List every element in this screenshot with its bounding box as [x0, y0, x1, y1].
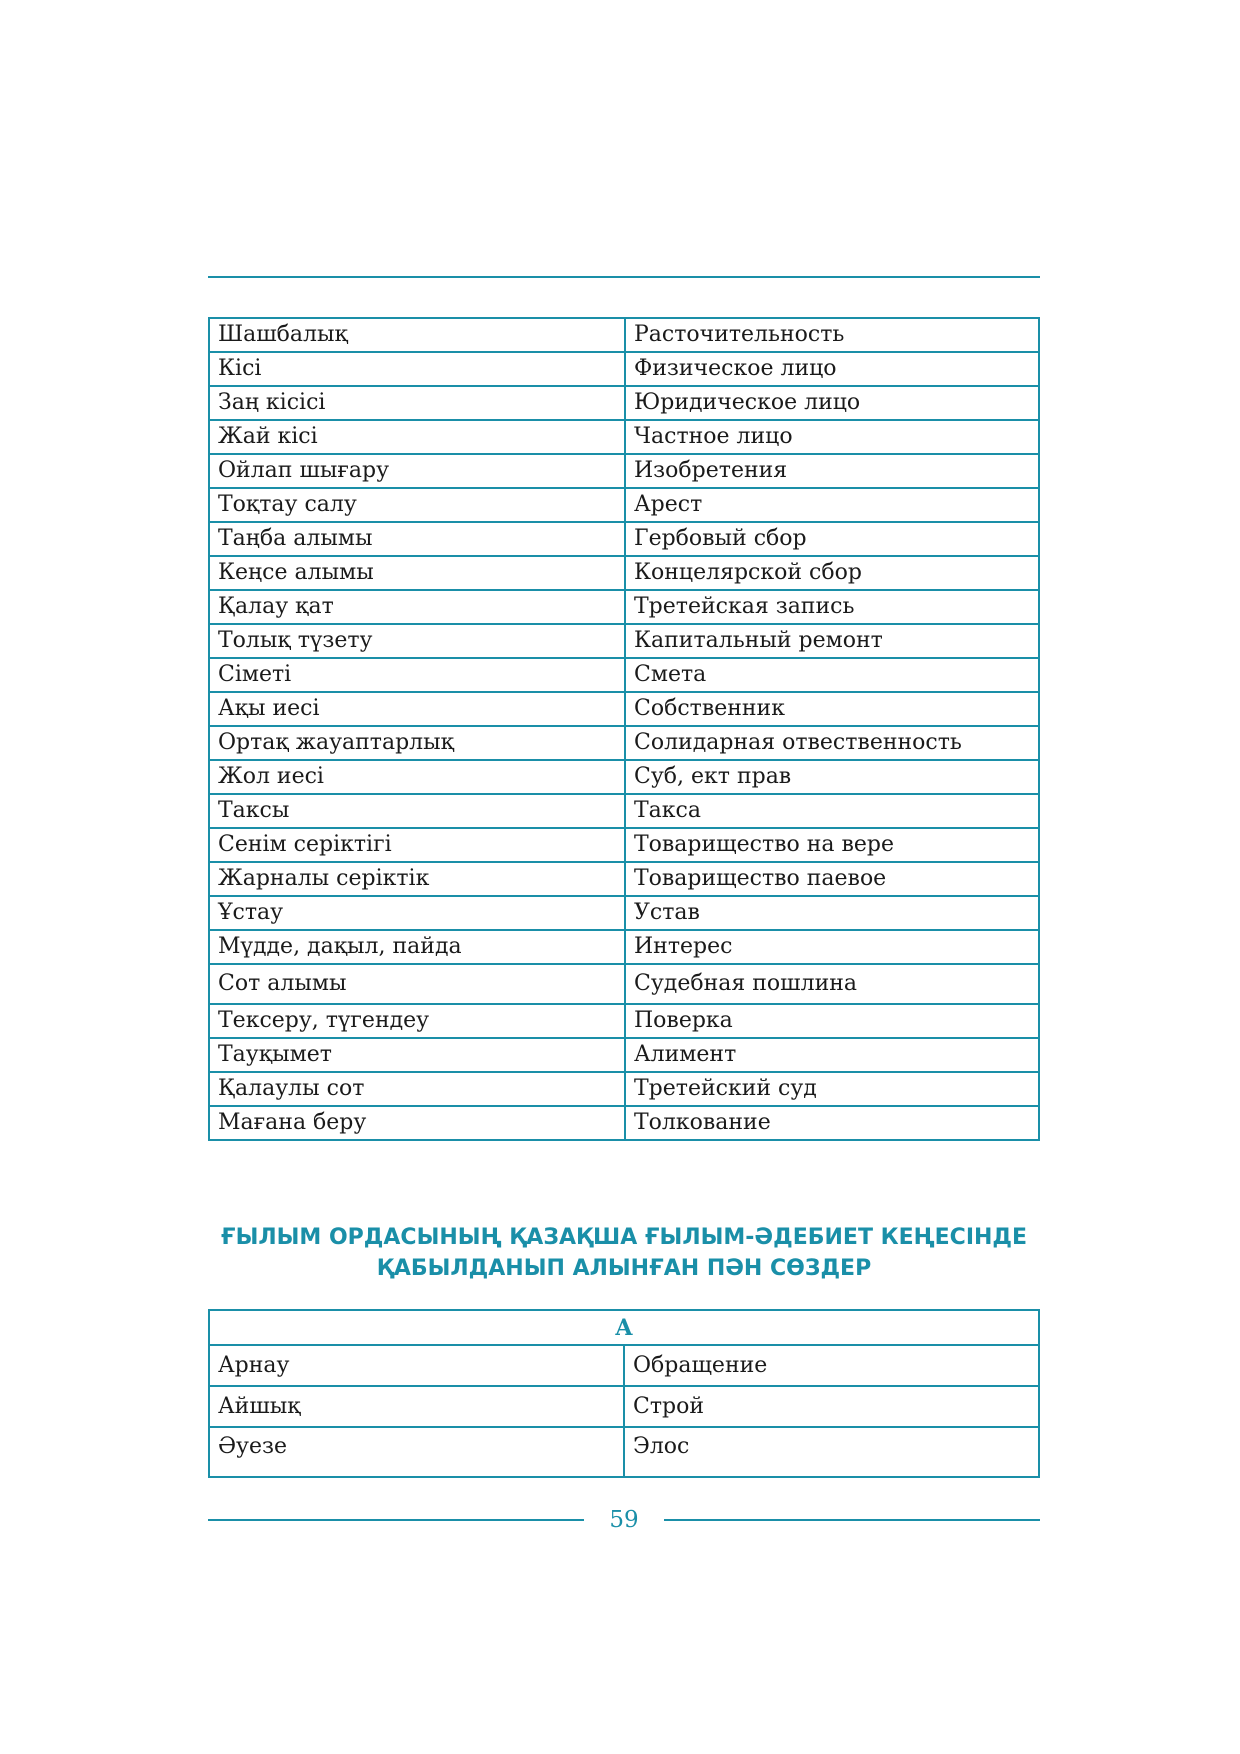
- russian-term: Такса: [625, 794, 1039, 828]
- russian-term: Третейский суд: [625, 1072, 1039, 1106]
- kazakh-term: Қалау қат: [209, 590, 625, 624]
- table-row: [209, 420, 1039, 454]
- table-row: [209, 1427, 1039, 1477]
- kazakh-term: Жол иесі: [209, 760, 625, 794]
- kazakh-term: Шашбалық: [209, 318, 625, 352]
- table-row: [209, 1072, 1039, 1106]
- russian-term: Концелярской сбор: [625, 556, 1039, 590]
- table-row: [209, 862, 1039, 896]
- page-footer: [208, 1503, 1040, 1537]
- russian-term: Изобретения: [625, 454, 1039, 488]
- table-row: [209, 896, 1039, 930]
- kazakh-term: Мүдде, дақыл, пайда: [209, 930, 625, 964]
- russian-term: Частное лицо: [625, 420, 1039, 454]
- russian-term: Смета: [625, 658, 1039, 692]
- letter-a-table: [208, 1309, 1040, 1478]
- table-row: [209, 1345, 1039, 1386]
- russian-term: Толкование: [625, 1106, 1039, 1140]
- table-row: [209, 1106, 1039, 1140]
- table-row: [209, 556, 1039, 590]
- kazakh-term: Кісі: [209, 352, 625, 386]
- kazakh-term: Ақы иесі: [209, 692, 625, 726]
- kazakh-term: Мағана беру: [209, 1106, 625, 1140]
- table-row: [209, 386, 1039, 420]
- table-row: [209, 828, 1039, 862]
- table-row: [209, 488, 1039, 522]
- section-heading: [208, 1222, 1040, 1284]
- kazakh-term: Толық түзету: [209, 624, 625, 658]
- kazakh-term: Таксы: [209, 794, 625, 828]
- russian-term: Капитальный ремонт: [625, 624, 1039, 658]
- russian-term: Устав: [625, 896, 1039, 930]
- russian-term: Гербовый сбор: [625, 522, 1039, 556]
- kazakh-term: Арнау: [209, 1345, 624, 1386]
- russian-term: Алимент: [625, 1038, 1039, 1072]
- russian-term: Расточительность: [625, 318, 1039, 352]
- kazakh-term: Сенім серіктігі: [209, 828, 625, 862]
- table-row: [209, 352, 1039, 386]
- footer-rule-right: [664, 1519, 1040, 1521]
- russian-term: Юридическое лицо: [625, 386, 1039, 420]
- table-row: [209, 1038, 1039, 1072]
- kazakh-term: Таңба алымы: [209, 522, 625, 556]
- kazakh-term: Тексеру, түгендеу: [209, 1004, 625, 1038]
- russian-term: Элос: [624, 1427, 1039, 1477]
- russian-term: Солидарная отвественность: [625, 726, 1039, 760]
- kazakh-term: Тоқтау салу: [209, 488, 625, 522]
- kazakh-term: Заң кісісі: [209, 386, 625, 420]
- kazakh-term: Кеңсе алымы: [209, 556, 625, 590]
- kazakh-term: Жай кісі: [209, 420, 625, 454]
- russian-term: Товарищество на вере: [625, 828, 1039, 862]
- russian-term: Интерес: [625, 930, 1039, 964]
- kazakh-term: Айшық: [209, 1386, 624, 1427]
- russian-term: Физическое лицо: [625, 352, 1039, 386]
- table-row: [209, 454, 1039, 488]
- kazakh-term: Қалаулы сот: [209, 1072, 625, 1106]
- russian-term: Суб, ект прав: [625, 760, 1039, 794]
- letter-header-row: [209, 1310, 1039, 1345]
- top-rule: [208, 276, 1040, 278]
- russian-term: Судебная пошлина: [625, 964, 1039, 1004]
- kazakh-term: Ортақ жауаптарлық: [209, 726, 625, 760]
- russian-term: Третейская запись: [625, 590, 1039, 624]
- table-row: [209, 658, 1039, 692]
- russian-term: Товарищество паевое: [625, 862, 1039, 896]
- russian-term: Обращение: [624, 1345, 1039, 1386]
- table-row: [209, 1386, 1039, 1427]
- kazakh-term: Сіметі: [209, 658, 625, 692]
- kazakh-term: Сот алымы: [209, 964, 625, 1004]
- glossary-table: [208, 317, 1040, 1141]
- page-number: 59: [609, 1507, 639, 1533]
- table-row: [209, 590, 1039, 624]
- kazakh-term: Тауқымет: [209, 1038, 625, 1072]
- table-row: [209, 1004, 1039, 1038]
- russian-term: Собственник: [625, 692, 1039, 726]
- kazakh-term: Ойлап шығару: [209, 454, 625, 488]
- table-row: [209, 318, 1039, 352]
- kazakh-term: Жарналы серіктік: [209, 862, 625, 896]
- russian-term: Поверка: [625, 1004, 1039, 1038]
- russian-term: Строй: [624, 1386, 1039, 1427]
- table-row: [209, 692, 1039, 726]
- footer-rule-left: [208, 1519, 584, 1521]
- section-heading-line-1: ҒЫЛЫМ ОРДАСЫНЫҢ ҚАЗАҚША ҒЫЛЫМ-ӘДЕБИЕТ КЕҢЕСІНДЕ: [220, 1225, 1028, 1250]
- section-heading-line-2: ҚАБЫЛДАНЫП АЛЫНҒАН ПӘН СӨЗДЕР: [376, 1256, 872, 1281]
- table-row: [209, 964, 1039, 1004]
- table-row: [209, 522, 1039, 556]
- table-row: [209, 760, 1039, 794]
- table-row: [209, 726, 1039, 760]
- table-row: [209, 794, 1039, 828]
- table-row: [209, 930, 1039, 964]
- letter-header: А: [209, 1310, 1039, 1345]
- russian-term: Арест: [625, 488, 1039, 522]
- table-row: [209, 624, 1039, 658]
- kazakh-term: Әуезе: [209, 1427, 624, 1477]
- kazakh-term: Ұстау: [209, 896, 625, 930]
